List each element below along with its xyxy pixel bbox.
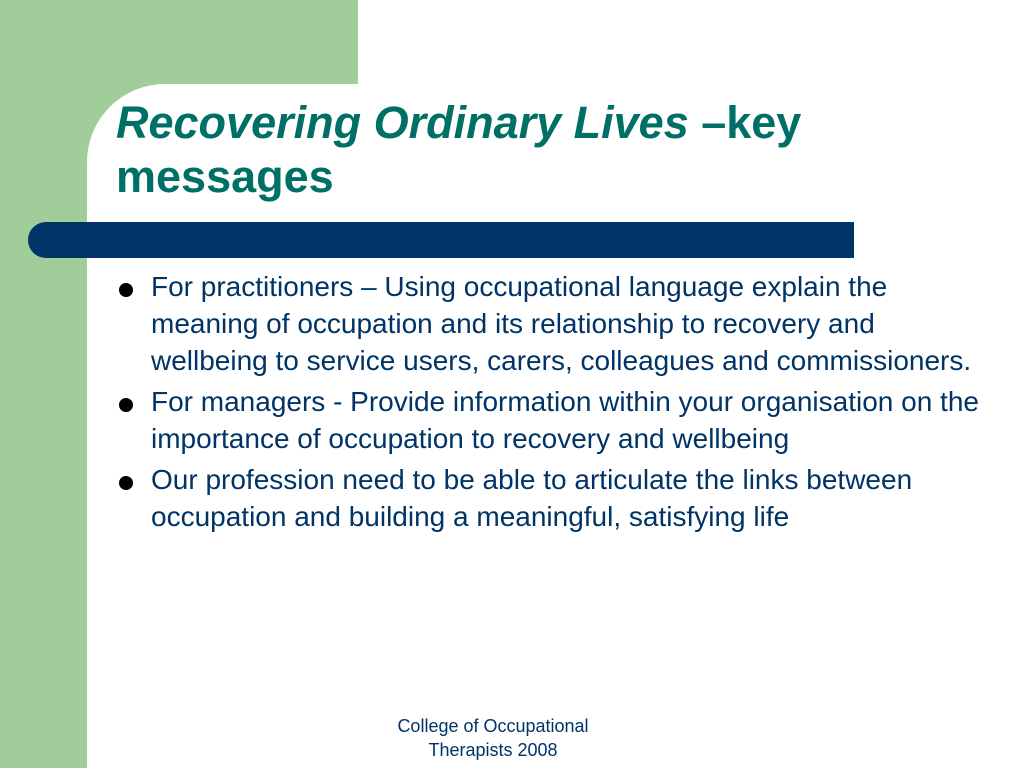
bullet-dot-icon [119,476,133,490]
footer-line-1: College of Occupational [397,716,589,736]
bullet-item [113,383,993,457]
bullet-text: Our profession need to be able to articulate the links between occupation and building a meaningful, satisfying life [151,464,913,532]
bullet-dot-icon [119,398,133,412]
bullet-item [113,268,993,379]
footer-credit [340,714,646,762]
slide-title [116,96,976,204]
bullet-dot-icon [119,283,133,297]
bullet-list [113,268,993,539]
footer-line-2: Therapists 2008 [428,740,558,760]
title-italic: Recovering Ordinary Lives [116,97,689,148]
bullet-item [113,461,993,535]
bullet-text: For managers - Provide information within your organisation on the importance of occupation to recovery and wellbeing [151,386,979,454]
title-rest: –key messages [116,97,802,202]
title-divider-bar [28,222,854,258]
bullet-text: For practitioners – Using occupational language explain the meaning of occupation and its relationship to recovery and wellbeing to service users, carers, colleagues and commissioners. [151,271,972,376]
